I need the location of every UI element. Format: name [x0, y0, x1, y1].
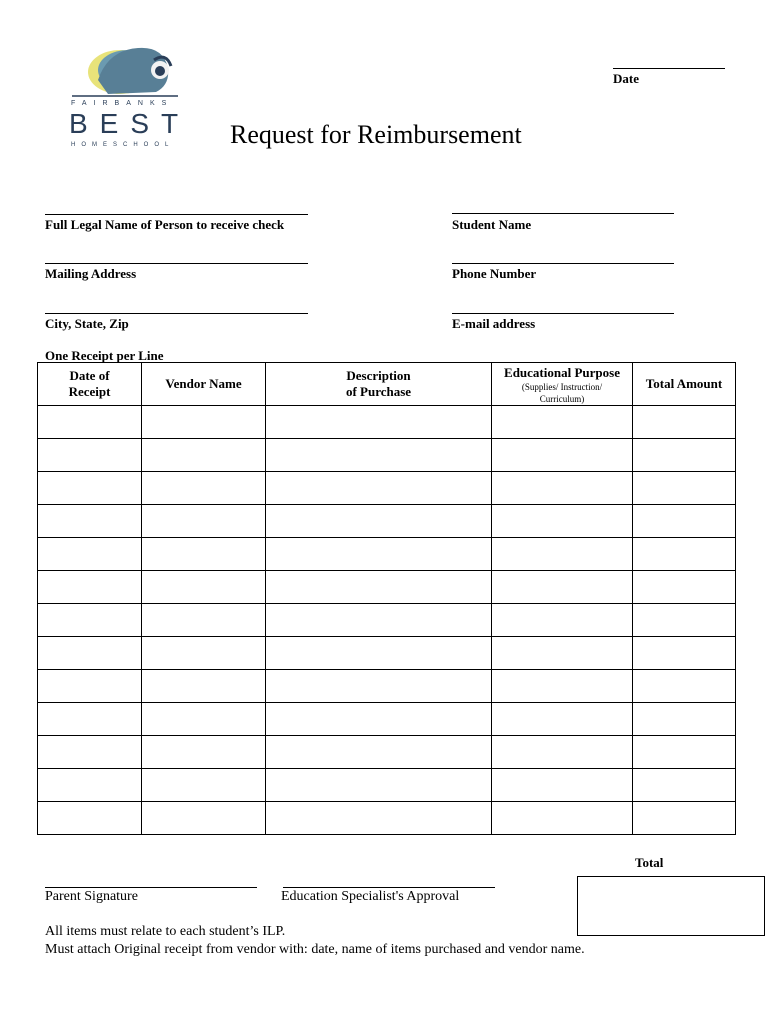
description-cell[interactable]: [266, 439, 492, 472]
amount-cell[interactable]: [633, 571, 736, 604]
table-row: [38, 406, 736, 439]
logo-main-text: BEST: [69, 108, 191, 139]
description-cell[interactable]: [266, 769, 492, 802]
vendor-cell[interactable]: [142, 406, 266, 439]
date-cell[interactable]: [38, 472, 142, 505]
purpose-cell[interactable]: [492, 703, 633, 736]
date-cell[interactable]: [38, 571, 142, 604]
header-description: [266, 363, 492, 406]
amount-cell[interactable]: [633, 637, 736, 670]
header-total-amount: [633, 363, 736, 406]
email-line[interactable]: [452, 313, 674, 314]
header-educational-purpose: [492, 363, 633, 406]
table-row: [38, 439, 736, 472]
amount-cell[interactable]: [633, 604, 736, 637]
description-cell[interactable]: [266, 472, 492, 505]
logo-top-text: FAIRBANKS: [71, 100, 174, 107]
mailing-address-line[interactable]: [45, 263, 308, 264]
vendor-cell[interactable]: [142, 703, 266, 736]
amount-cell[interactable]: [633, 406, 736, 439]
table-row: [38, 538, 736, 571]
receipt-table: [37, 362, 736, 835]
vendor-cell[interactable]: [142, 670, 266, 703]
amount-cell[interactable]: [633, 703, 736, 736]
purpose-cell[interactable]: [492, 472, 633, 505]
amount-cell[interactable]: [633, 736, 736, 769]
amount-cell[interactable]: [633, 472, 736, 505]
vendor-cell[interactable]: [142, 571, 266, 604]
date-cell[interactable]: [38, 802, 142, 835]
phone-number-label: Phone Number: [452, 266, 537, 281]
full-name-label: Full Legal Name of Person to receive check: [45, 217, 285, 232]
description-cell[interactable]: [266, 670, 492, 703]
table-row: [38, 604, 736, 637]
amount-cell[interactable]: [633, 505, 736, 538]
header-purpose-label: Educational Purpose: [504, 365, 620, 380]
amount-cell[interactable]: [633, 769, 736, 802]
vendor-cell[interactable]: [142, 505, 266, 538]
parent-signature-line[interactable]: [45, 887, 257, 888]
city-state-zip-line[interactable]: [45, 313, 308, 314]
total-amount-box[interactable]: [577, 876, 765, 936]
table-row: [38, 472, 736, 505]
vendor-cell[interactable]: [142, 604, 266, 637]
purpose-cell[interactable]: [492, 439, 633, 472]
table-header-row: [38, 363, 736, 406]
vendor-cell[interactable]: [142, 439, 266, 472]
vendor-cell[interactable]: [142, 736, 266, 769]
header-vendor-name: [142, 363, 266, 406]
amount-cell[interactable]: [633, 670, 736, 703]
vendor-cell[interactable]: [142, 472, 266, 505]
amount-cell[interactable]: [633, 439, 736, 472]
header-date-line2: Receipt: [68, 384, 111, 399]
date-cell[interactable]: [38, 505, 142, 538]
description-cell[interactable]: [266, 505, 492, 538]
purpose-cell[interactable]: [492, 736, 633, 769]
purpose-cell[interactable]: [492, 802, 633, 835]
description-cell[interactable]: [266, 406, 492, 439]
parent-signature-label: Parent Signature: [45, 889, 138, 904]
vendor-cell[interactable]: [142, 538, 266, 571]
date-cell[interactable]: [38, 637, 142, 670]
full-name-line[interactable]: [45, 214, 308, 215]
table-row: [38, 703, 736, 736]
purpose-cell[interactable]: [492, 769, 633, 802]
vendor-cell[interactable]: [142, 769, 266, 802]
header-purpose-sub1: (Supplies/ Instruction/: [521, 382, 603, 392]
fairbanks-best-logo: [68, 40, 191, 152]
receipt-table-body: [38, 406, 736, 835]
header-purpose-sub2: Curriculum): [539, 394, 585, 404]
description-cell[interactable]: [266, 571, 492, 604]
muskox-icon: [68, 40, 183, 100]
date-cell[interactable]: [38, 604, 142, 637]
student-name-label: Student Name: [452, 217, 532, 232]
header-desc-line2: of Purchase: [345, 384, 412, 399]
description-cell[interactable]: [266, 736, 492, 769]
date-label: Date: [613, 71, 639, 86]
date-cell[interactable]: [38, 769, 142, 802]
table-row: [38, 736, 736, 769]
header-amount-label: Total Amount: [645, 376, 723, 391]
description-cell[interactable]: [266, 604, 492, 637]
description-cell[interactable]: [266, 703, 492, 736]
date-cell[interactable]: [38, 538, 142, 571]
date-cell[interactable]: [38, 670, 142, 703]
date-cell[interactable]: [38, 736, 142, 769]
amount-cell[interactable]: [633, 802, 736, 835]
note-original-receipt: Must attach Original receipt from vendor with: date, name of items purchased and vendor name.: [45, 942, 585, 957]
phone-number-line[interactable]: [452, 263, 674, 264]
description-cell[interactable]: [266, 637, 492, 670]
specialist-approval-label: Education Specialist's Approval: [281, 889, 460, 904]
table-row: [38, 670, 736, 703]
page-title: Request for Reimbursement: [230, 120, 522, 149]
student-name-line[interactable]: [452, 213, 674, 214]
total-label: Total: [635, 855, 664, 870]
table-row: [38, 571, 736, 604]
header-vendor-label: Vendor Name: [165, 376, 242, 391]
table-row: [38, 637, 736, 670]
city-state-zip-label: City, State, Zip: [45, 316, 129, 331]
date-cell[interactable]: [38, 703, 142, 736]
date-cell[interactable]: [38, 439, 142, 472]
purpose-cell[interactable]: [492, 637, 633, 670]
table-row: [38, 802, 736, 835]
amount-cell[interactable]: [633, 538, 736, 571]
purpose-cell[interactable]: [492, 505, 633, 538]
table-row: [38, 505, 736, 538]
purpose-cell[interactable]: [492, 571, 633, 604]
note-ilp: All items must relate to each student’s ILP.: [45, 924, 286, 939]
header-desc-line1: Description: [346, 368, 411, 383]
email-label: E-mail address: [452, 316, 536, 331]
date-line[interactable]: [613, 68, 725, 69]
description-cell[interactable]: [266, 538, 492, 571]
date-cell[interactable]: [38, 406, 142, 439]
vendor-cell[interactable]: [142, 637, 266, 670]
purpose-cell[interactable]: [492, 406, 633, 439]
purpose-cell[interactable]: [492, 604, 633, 637]
table-caption: One Receipt per Line: [45, 348, 164, 363]
vendor-cell[interactable]: [142, 802, 266, 835]
description-cell[interactable]: [266, 802, 492, 835]
specialist-approval-line[interactable]: [283, 887, 495, 888]
purpose-cell[interactable]: [492, 538, 633, 571]
logo-bottom-text: HOMESCHOOL: [71, 142, 175, 148]
header-date-of-receipt: [38, 363, 142, 406]
purpose-cell[interactable]: [492, 670, 633, 703]
header-date-line1: Date of: [69, 368, 110, 383]
mailing-address-label: Mailing Address: [45, 266, 137, 281]
table-row: [38, 769, 736, 802]
